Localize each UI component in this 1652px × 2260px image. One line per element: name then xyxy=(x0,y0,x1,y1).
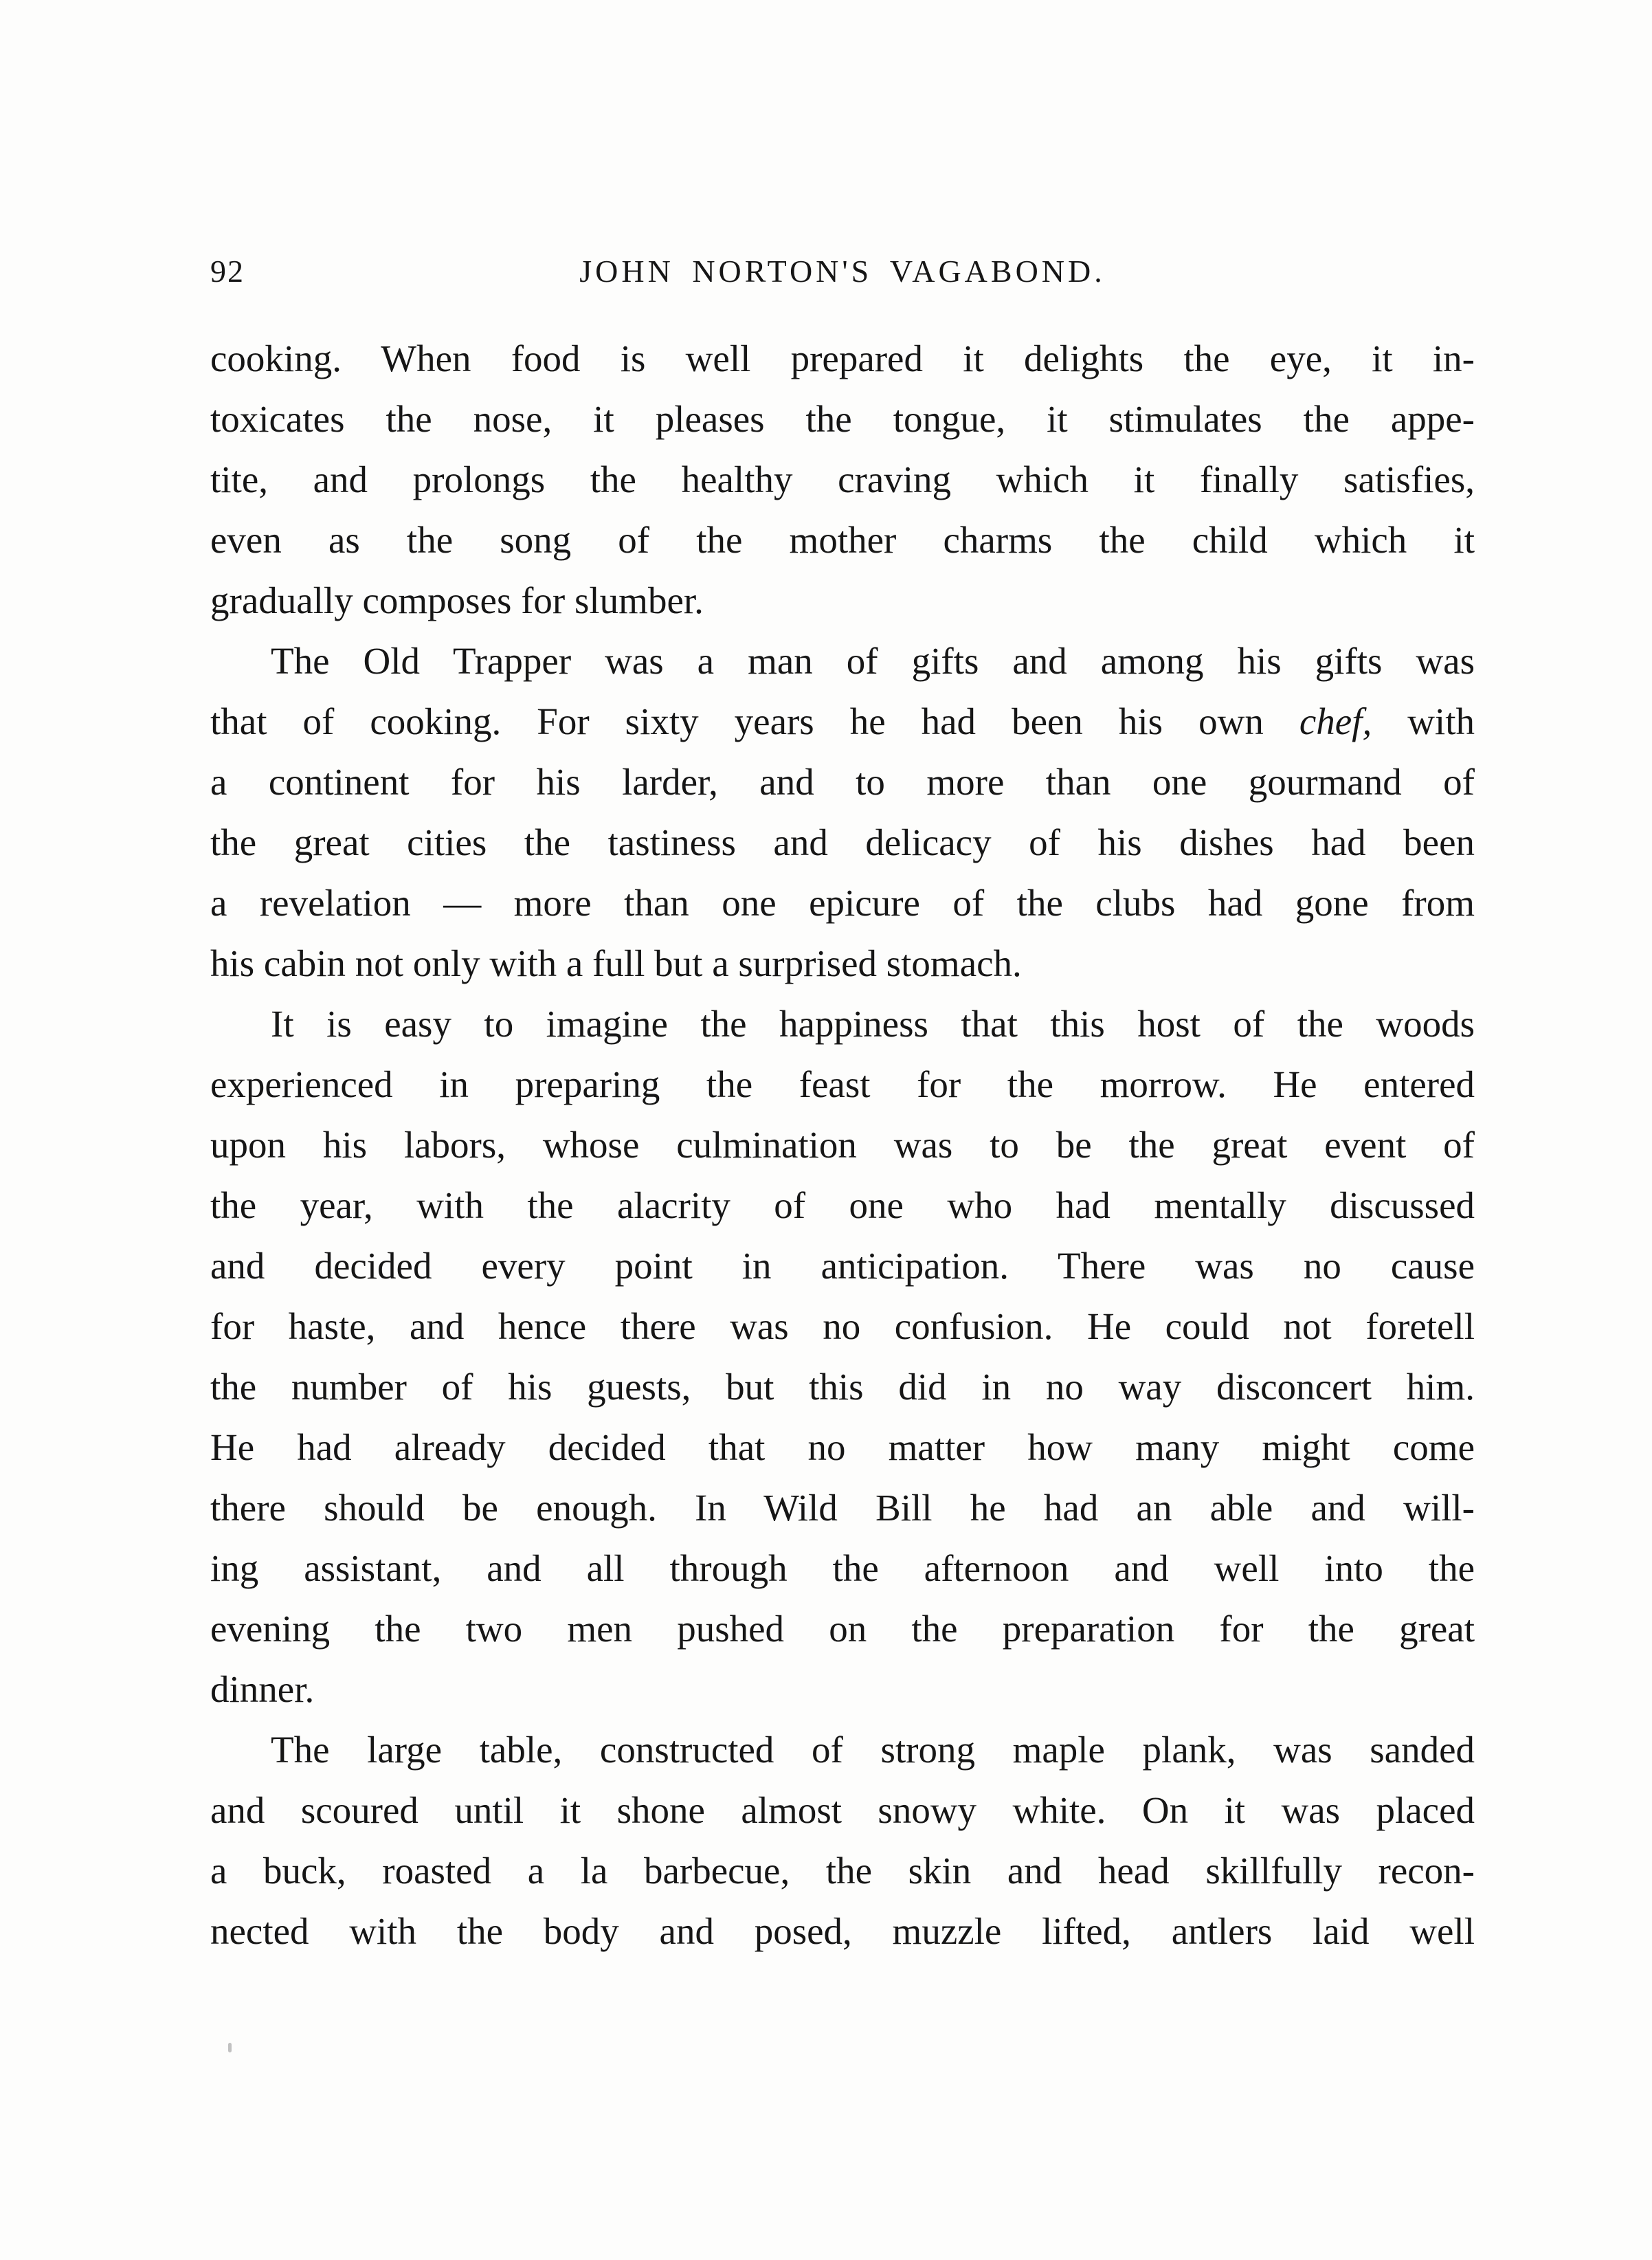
text-segment: ing assistant, and all through the afternoon and well into the xyxy=(210,1547,1475,1589)
text-segment: experienced in preparing the feast for the morrow. He entered xyxy=(210,1063,1475,1105)
text-line xyxy=(210,450,1475,510)
paragraph xyxy=(210,1720,1475,1962)
text-line xyxy=(210,1115,1475,1175)
text-segment: a revelation — more than one epicure of the clubs had gone from xyxy=(210,882,1475,924)
page-header xyxy=(210,253,1475,301)
text-segment: gradually composes for slumber. xyxy=(210,579,704,621)
text-segment: that of cooking. For sixty years he had been his own xyxy=(210,700,1299,742)
page-text xyxy=(210,329,1475,1962)
text-segment: upon his labors, whose culmination was to be the great event of xyxy=(210,1124,1475,1166)
text-segment: It is easy to imagine the happiness that this host of the woods xyxy=(271,1003,1475,1045)
text-line xyxy=(210,631,1475,691)
text-line xyxy=(210,1780,1475,1841)
text-line xyxy=(210,1054,1475,1115)
text-line xyxy=(210,812,1475,873)
text-segment: nected with the body and posed, muzzle lifted, antlers laid well xyxy=(210,1910,1475,1952)
text-line xyxy=(210,1357,1475,1417)
text-segment: and scoured until it shone almost snowy white. On it was placed xyxy=(210,1789,1475,1831)
text-line xyxy=(210,389,1475,450)
text-line xyxy=(210,1417,1475,1478)
text-line xyxy=(210,1478,1475,1538)
text-segment: toxicates the nose, it pleases the tongue, it stimulates the appe- xyxy=(210,398,1475,440)
text-line xyxy=(210,1599,1475,1659)
text-line xyxy=(210,1901,1475,1962)
text-line xyxy=(210,873,1475,933)
text-line xyxy=(210,691,1475,752)
text-segment: and decided every point in anticipation. There was no cause xyxy=(210,1245,1475,1287)
text-line xyxy=(210,1538,1475,1599)
text-segment: the number of his guests, but this did in no way disconcert him. xyxy=(210,1366,1475,1408)
text-segment: with xyxy=(1372,700,1475,742)
text-segment: a buck, roasted a la barbecue, the skin and head skillfully recon- xyxy=(210,1850,1475,1892)
text-line xyxy=(210,329,1475,389)
text-segment: tite, and prolongs the healthy craving which it finally satisfies, xyxy=(210,458,1475,500)
paragraph xyxy=(210,631,1475,994)
text-line xyxy=(210,752,1475,812)
text-segment: The Old Trapper was a man of gifts and among his gifts was xyxy=(271,640,1475,682)
text-segment: evening the two men pushed on the preparation for the great xyxy=(210,1608,1475,1650)
text-segment: The large table, constructed of strong maple plank, was sanded xyxy=(271,1729,1475,1771)
paragraph xyxy=(210,994,1475,1720)
text-segment: the great cities the tastiness and delicacy of his dishes had been xyxy=(210,821,1475,863)
text-segment: his cabin not only with a full but a surprised stomach. xyxy=(210,942,1022,984)
text-line xyxy=(210,1720,1475,1780)
text-line xyxy=(210,1236,1475,1296)
text-segment: the year, with the alacrity of one who had mentally discussed xyxy=(210,1184,1475,1226)
text-line xyxy=(210,510,1475,570)
text-line xyxy=(210,1841,1475,1901)
italic-text-segment: chef, xyxy=(1299,700,1372,742)
text-segment: a continent for his larder, and to more than one gourmand of xyxy=(210,761,1475,803)
text-segment: there should be enough. In Wild Bill he had an able and will- xyxy=(210,1487,1475,1529)
text-segment: even as the song of the mother charms the child which it xyxy=(210,519,1475,561)
text-line xyxy=(210,1175,1475,1236)
page-number: 92 xyxy=(210,254,245,289)
running-title: JOHN NORTON'S VAGABOND. xyxy=(579,254,1106,289)
text-line xyxy=(210,933,1475,994)
text-line xyxy=(210,1296,1475,1357)
text-line xyxy=(210,570,1475,631)
text-segment: dinner. xyxy=(210,1668,315,1710)
print-artifact-dot xyxy=(228,2043,232,2052)
text-segment: for haste, and hence there was no confusion. He could not foretell xyxy=(210,1305,1475,1347)
text-line xyxy=(210,994,1475,1054)
paragraph xyxy=(210,329,1475,631)
text-line xyxy=(210,1659,1475,1720)
text-segment: cooking. When food is well prepared it delights the eye, it in- xyxy=(210,337,1475,379)
text-segment: He had already decided that no matter how many might come xyxy=(210,1426,1475,1468)
